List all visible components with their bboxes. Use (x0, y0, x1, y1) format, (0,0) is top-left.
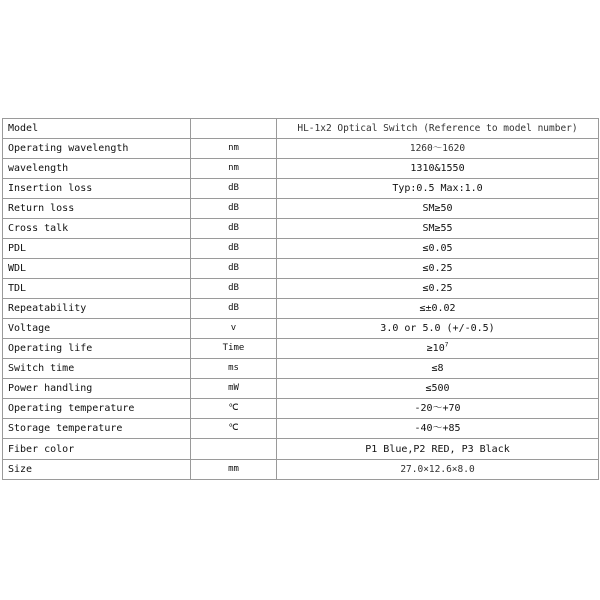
table-row-wdl (3, 259, 599, 279)
table-row-tdl (3, 279, 599, 299)
table-row-cross-talk (3, 219, 599, 239)
value-cell: P1 Blue,P2 RED, P3 Black (277, 439, 599, 460)
table-row-size (3, 460, 599, 480)
param-cell: Insertion loss (3, 179, 191, 199)
unit-cell: dB (191, 259, 277, 279)
value-cell: ≤500 (277, 379, 599, 399)
table-row-wavelength (3, 159, 599, 179)
table-row-model (3, 119, 599, 139)
unit-cell: nm (191, 139, 277, 159)
value-base: ≥10 (426, 343, 445, 354)
table-row-operating-life (3, 339, 599, 359)
value-cell: SM≥50 (277, 199, 599, 219)
value-cell: 1260～1620 (277, 139, 599, 159)
param-cell: Operating temperature (3, 399, 191, 419)
unit-cell: dB (191, 239, 277, 259)
value-cell: HL-1x2 Optical Switch (Reference to model number) (277, 119, 599, 139)
param-cell: Model (3, 119, 191, 139)
param-cell: Repeatability (3, 299, 191, 319)
value-cell: ≤8 (277, 359, 599, 379)
unit-cell: dB (191, 299, 277, 319)
param-cell: Fiber color (3, 439, 191, 460)
unit-cell: mm (191, 460, 277, 480)
unit-cell: ℃ (191, 419, 277, 439)
unit-cell: ms (191, 359, 277, 379)
param-cell: Power handling (3, 379, 191, 399)
unit-cell: mW (191, 379, 277, 399)
unit-cell: nm (191, 159, 277, 179)
unit-cell (191, 439, 277, 460)
param-cell: Operating wavelength (3, 139, 191, 159)
param-cell: Switch time (3, 359, 191, 379)
table-row-fiber-color (3, 439, 599, 460)
value-cell: SM≥55 (277, 219, 599, 239)
unit-cell (191, 119, 277, 139)
param-cell: TDL (3, 279, 191, 299)
param-cell: wavelength (3, 159, 191, 179)
unit-cell: dB (191, 219, 277, 239)
unit-cell: ℃ (191, 399, 277, 419)
value-cell (277, 339, 599, 359)
value-cell: ≤±0.02 (277, 299, 599, 319)
unit-cell: v (191, 319, 277, 339)
table-row-voltage (3, 319, 599, 339)
unit-cell: dB (191, 179, 277, 199)
table-row-insertion-loss (3, 179, 599, 199)
param-cell: Storage temperature (3, 419, 191, 439)
param-cell: WDL (3, 259, 191, 279)
param-cell: Operating life (3, 339, 191, 359)
value-cell: 27.0×12.6×8.0 (277, 460, 599, 480)
param-cell: Size (3, 460, 191, 480)
unit-cell: dB (191, 279, 277, 299)
value-cell: ≤0.05 (277, 239, 599, 259)
value-exponent: 7 (444, 341, 449, 349)
value-cell: 1310&1550 (277, 159, 599, 179)
value-cell: ≤0.25 (277, 279, 599, 299)
param-cell: Return loss (3, 199, 191, 219)
table-row-repeatability (3, 299, 599, 319)
value-cell: 3.0 or 5.0 (+/-0.5) (277, 319, 599, 339)
table-row-switch-time (3, 359, 599, 379)
table-row-return-loss (3, 199, 599, 219)
value-cell: Typ:0.5 Max:1.0 (277, 179, 599, 199)
unit-cell: dB (191, 199, 277, 219)
spec-table (2, 118, 599, 480)
table-row-storage-temperature (3, 419, 599, 439)
param-cell: Voltage (3, 319, 191, 339)
param-cell: PDL (3, 239, 191, 259)
table-row-operating-temperature (3, 399, 599, 419)
unit-cell: Time (191, 339, 277, 359)
value-cell: -20～+70 (277, 399, 599, 419)
value-cell: -40～+85 (277, 419, 599, 439)
value-cell: ≤0.25 (277, 259, 599, 279)
table-row-operating-wavelength (3, 139, 599, 159)
param-cell: Cross talk (3, 219, 191, 239)
table-row-pdl (3, 239, 599, 259)
table-row-power-handling (3, 379, 599, 399)
